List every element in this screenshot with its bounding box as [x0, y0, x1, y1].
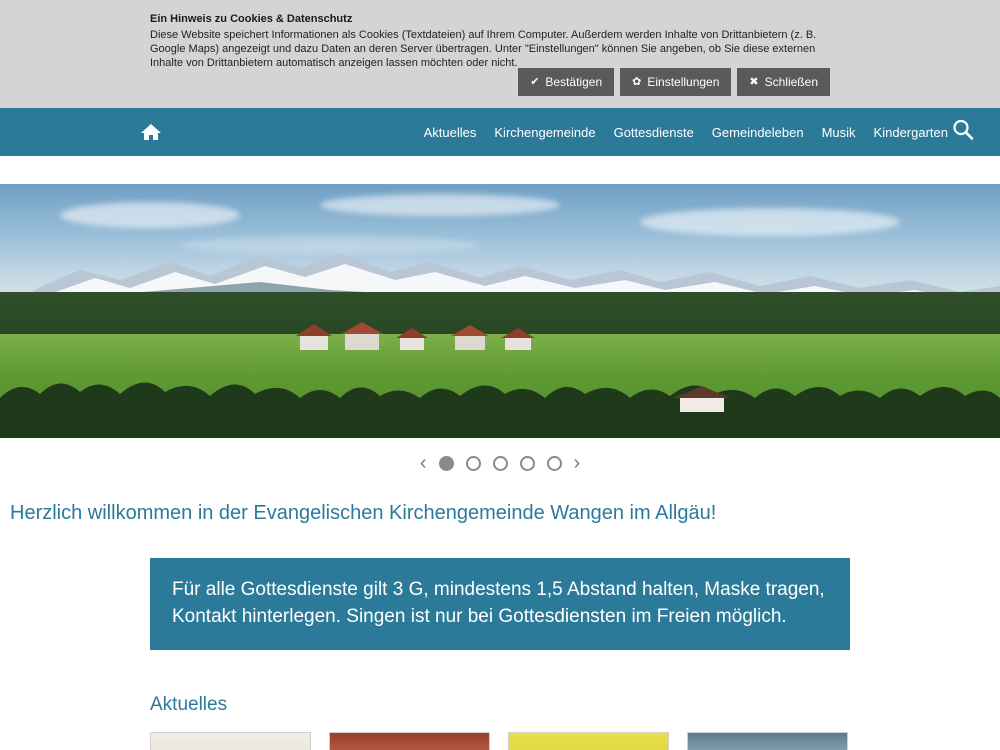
- news-card-image: [509, 733, 668, 750]
- cookie-settings-label: Einstellungen: [647, 75, 720, 89]
- cookie-confirm-label: Bestätigen: [545, 75, 603, 89]
- news-card[interactable]: [687, 732, 848, 750]
- search-button[interactable]: [952, 119, 974, 146]
- news-card-list: [150, 732, 850, 750]
- slider-dot-5[interactable]: [547, 456, 562, 471]
- slider-controls: [0, 438, 1000, 488]
- main-navigation-bar: [0, 108, 1000, 156]
- home-link[interactable]: [140, 122, 162, 142]
- slider-dot-4[interactable]: [520, 456, 535, 471]
- hero-slider-image: [0, 184, 1000, 438]
- cookie-banner-description: Diese Website speichert Informationen als Cookies (Textdateien) auf Ihrem Computer. Außerdem werden Inhalte von Drittanbietern (z. B. Google Maps) angezeigt und dazu Daten an deren Server übertragen. Unter "Einstellungen" können Sie angeben, ob Sie diese externen Inhalte von Drittanbietern automatisch anzeigen lassen möchten oder nicht.: [150, 29, 817, 69]
- cookie-settings-button[interactable]: [620, 68, 731, 96]
- check-icon: ✔: [530, 76, 540, 88]
- slider-dot-3[interactable]: [493, 456, 508, 471]
- cookie-confirm-button[interactable]: [518, 68, 614, 96]
- nav-item-kirchengemeinde[interactable]: Kirchengemeinde: [494, 124, 596, 140]
- news-card[interactable]: [508, 732, 669, 750]
- news-card-image: [330, 733, 489, 750]
- gear-icon: ✿: [632, 76, 642, 88]
- section-heading-aktuelles: Aktuelles: [150, 694, 228, 715]
- page-title: Herzlich willkommen in der Evangelischen Kirchengemeinde Wangen im Allgäu!: [10, 502, 717, 524]
- news-card[interactable]: [150, 732, 311, 750]
- nav-item-aktuelles[interactable]: Aktuelles: [423, 124, 477, 140]
- foreground-treeline: [0, 368, 1000, 438]
- cloud-shape: [60, 202, 240, 228]
- news-card-image: [688, 733, 847, 750]
- slider-prev-arrow[interactable]: ‹: [419, 452, 427, 474]
- cookie-close-label: Schließen: [764, 75, 818, 89]
- slider-dot-2[interactable]: [466, 456, 481, 471]
- cookie-banner-title: Ein Hinweis zu Cookies & Datenschutz: [150, 13, 353, 25]
- nav-item-musik[interactable]: Musik: [821, 124, 856, 140]
- slider-next-arrow[interactable]: ›: [573, 452, 581, 474]
- notice-box: Für alle Gottesdienste gilt 3 G, mindestens 1,5 Abstand halten, Maske tragen, Kontakt hinterlegen. Singen ist nur bei Gottesdiensten im Freien möglich.: [150, 558, 850, 650]
- cookie-consent-banner: [0, 0, 1000, 108]
- search-icon: [952, 128, 974, 145]
- close-icon: ✖: [749, 76, 759, 88]
- nav-item-gottesdienste[interactable]: Gottesdienste: [613, 124, 694, 140]
- cookie-banner-text-block: [150, 12, 850, 70]
- news-card-image: [151, 733, 310, 750]
- nav-item-gemeindeleben[interactable]: Gemeindeleben: [711, 124, 804, 140]
- cookie-banner-actions: [518, 68, 830, 96]
- village-houses: [0, 312, 1000, 372]
- cloud-shape: [320, 194, 560, 216]
- slider-dot-1[interactable]: [439, 456, 454, 471]
- news-card[interactable]: [329, 732, 490, 750]
- farmhouse: [640, 384, 760, 414]
- cookie-close-button[interactable]: [737, 68, 830, 96]
- nav-item-kindergarten[interactable]: Kindergarten: [873, 124, 948, 140]
- nav-links: [424, 125, 948, 140]
- home-icon: [140, 122, 162, 142]
